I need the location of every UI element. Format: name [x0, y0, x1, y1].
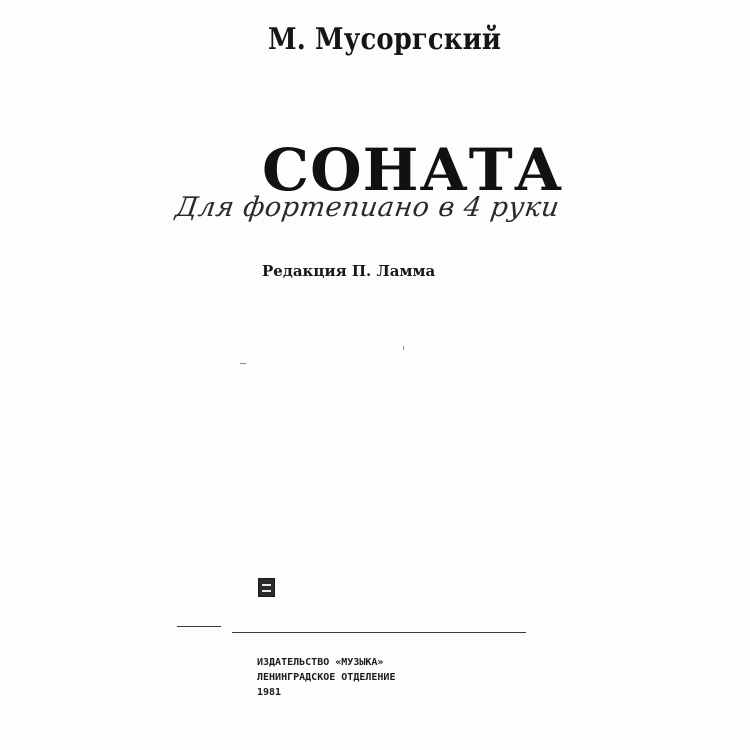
work-subtitle: Для фортепиано в 4 руки — [173, 192, 562, 223]
publication-year: 1981 — [257, 687, 282, 698]
divider-rule-long — [232, 632, 526, 633]
scan-speck — [240, 363, 246, 364]
editor-credit: Редакция П. Ламма — [262, 262, 436, 280]
publisher-logo-icon — [258, 578, 275, 597]
composer-name: М. Мусоргский — [268, 22, 502, 57]
divider-rule-short — [177, 626, 221, 627]
scan-speck — [403, 346, 404, 350]
publisher-imprint — [257, 655, 395, 700]
publisher-name: ИЗДАТЕЛЬСТВО «МУЗЫКА» — [257, 657, 384, 668]
work-title: СОНАТА — [262, 136, 564, 204]
publisher-branch: ЛЕНИНГРАДСКОЕ ОТДЕЛЕНИЕ — [257, 672, 396, 683]
